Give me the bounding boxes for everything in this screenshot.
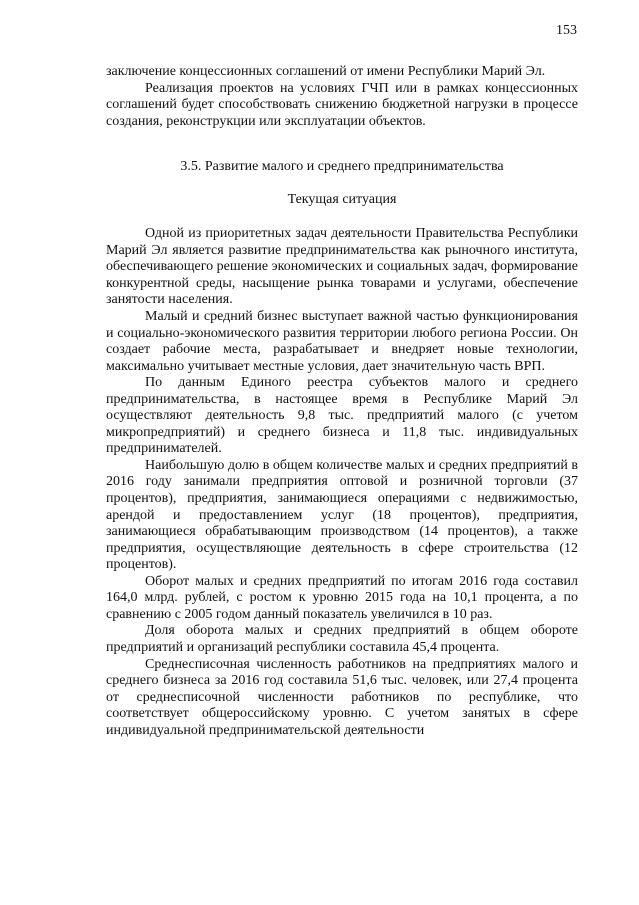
paragraph: По данным Единого реестра субъектов малого и среднего предпринимательства, в настоящее время в Республике Марий Эл осуществляют деятельность 9,8 тыс. предприятий малого (с учетом микропредприятий) и среднего бизнеса и 11,8 тыс. индивидуальных предпринимателей. (106, 375, 578, 457)
paragraph: Реализация проектов на условиях ГЧП или в рамках концессионных соглашений будет способствовать снижению бюджетной нагрузки в процессе создания, реконструкции или эксплуатации объектов. (106, 80, 578, 129)
page-content (106, 64, 578, 739)
page-number: 153 (556, 23, 577, 38)
paragraph: Одной из приоритетных задач деятельности Правительства Республики Марий Эл является развитие предпринимательства как рыночного института, обеспечивающего решение экономических и социальных задач, формирование конкурентной среды, насыщение рынка товарами и услугами, обеспечение занятости населения. (106, 226, 578, 308)
paragraph: заключение концессионных соглашений от имени Республики Марий Эл. (106, 64, 546, 79)
paragraph: Малый и средний бизнес выступает важной частью функционирования и социально-экономического развития территории любого региона России. Он создает рабочие места, разрабатывает и внедряет новые технологии, максимально учитывает местные условия, дает значительную часть ВРП. (106, 309, 578, 374)
paragraph: Оборот малых и средних предприятий по итогам 2016 года составил 164,0 млрд. рублей, с ростом к уровню 2015 года на 10,1 процента, а по сравнению с 2005 годом данный показатель увеличился в 10 раз. (106, 573, 578, 622)
subheading: Текущая ситуация (287, 191, 397, 207)
paragraph: Среднесписочная численность работников на предприятиях малого и среднего бизнеса за 2016 год составила 51,6 тыс. человек, или 27,4 процента от среднесписочной численности работников по республике, что соответствует общероссийскому уровню. С учетом занятых в сфере индивидуальной предпринимательской деятельности (106, 656, 578, 738)
section-heading: 3.5. Развитие малого и среднего предпринимательства (180, 159, 504, 175)
paragraph: Наибольшую долю в общем количестве малых и средних предприятий в 2016 году занимали предприятия оптовой и розничной торговли (37 процентов), предприятия, занимающиеся операциями с недвижимостью, арендой и предоставлением услуг (18 процентов), предприятия, занимающиеся обрабатывающим производством (14 процентов), а также предприятия, осуществляющие деятельность в сфере строительства (12 процентов). (106, 457, 579, 573)
paragraph: Доля оборота малых и средних предприятий в общем обороте предприятий и организаций республики составила 45,4 процента. (106, 623, 578, 655)
